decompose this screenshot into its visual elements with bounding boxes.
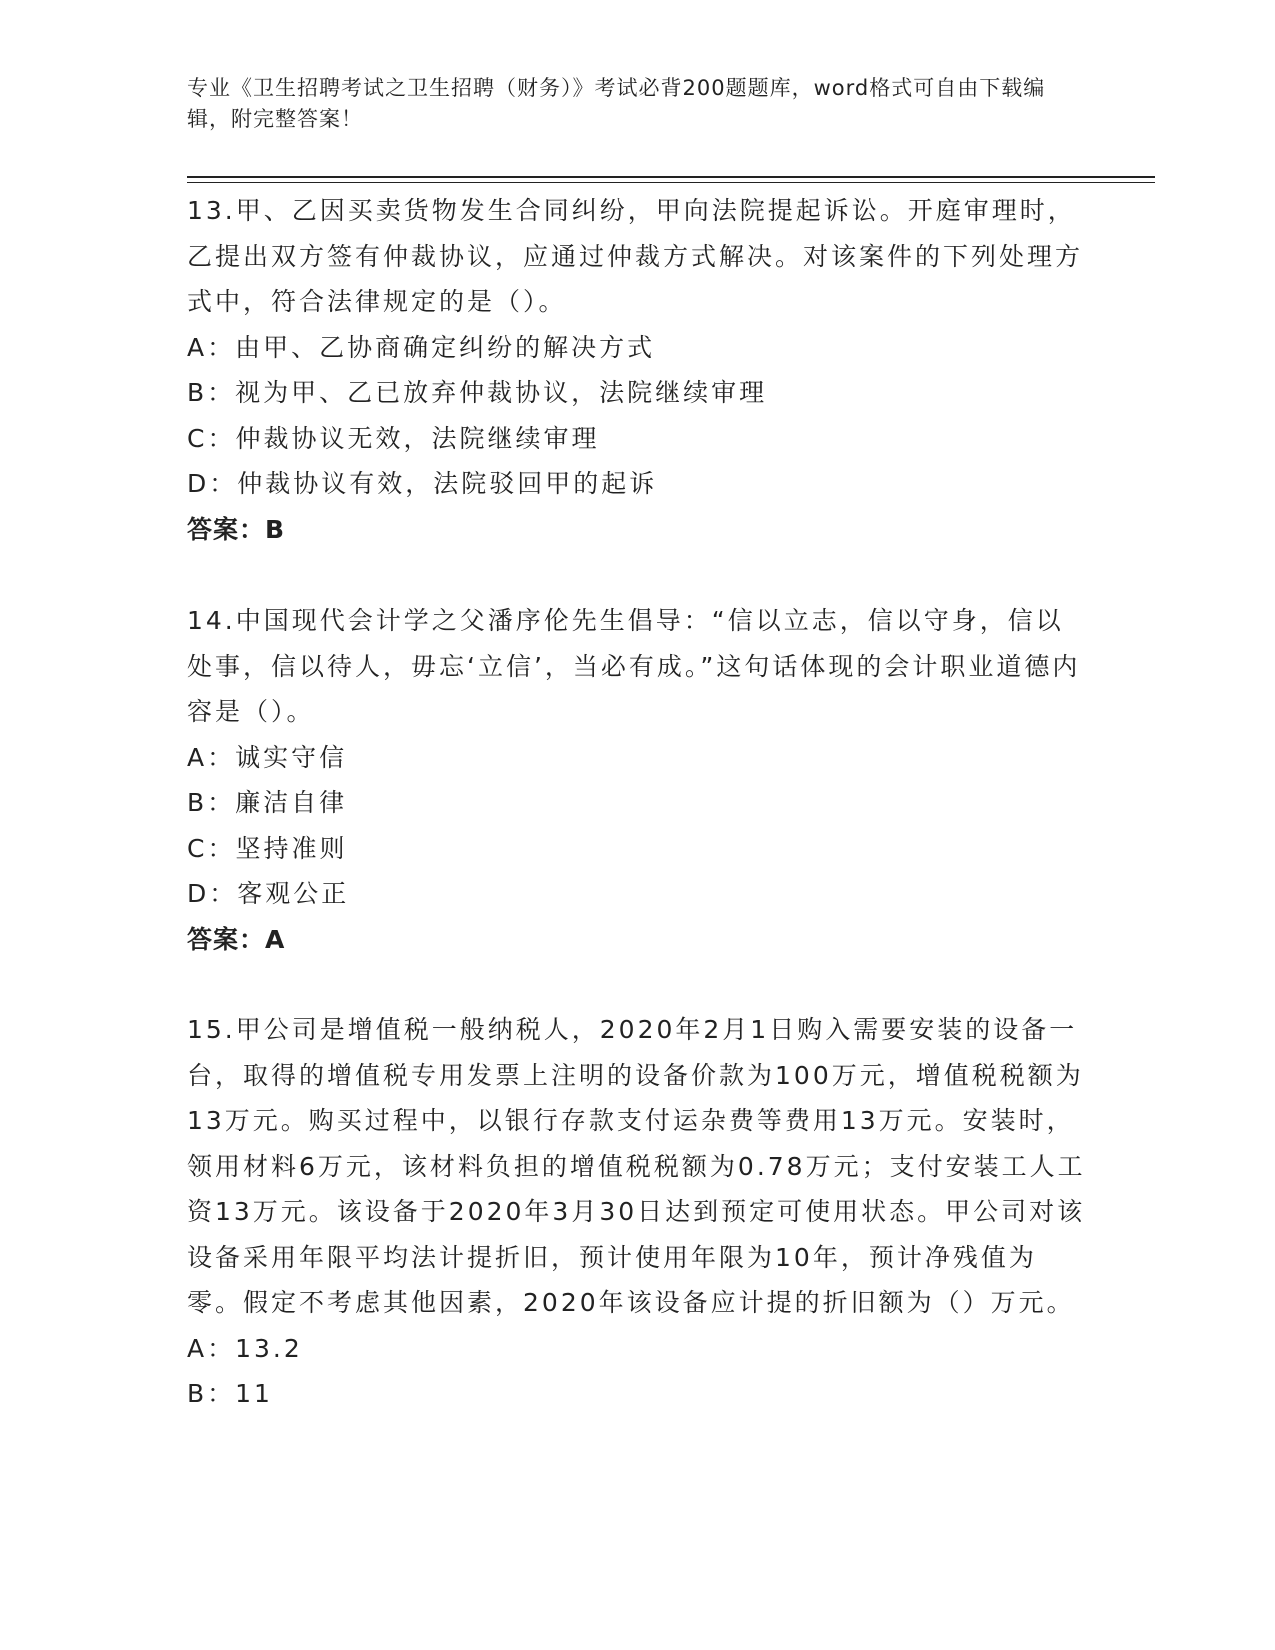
question-stem: 15.甲公司是增值税一般纳税人，2020年2月1日购入需要安装的设备一台，取得的增值税专用发票上注明的设备价款为100万元，增值税税额为13万元。购买过程中，以银行存款支付运杂费等费用13万元。安装时，领用材料6万元，该材料负担的增值税税额为0.78万元；支付安装工人工资13万元。该设备于2020年3月30日达到预定可使用状态。甲公司对该设备采用年限平均法计提折旧，预计使用年限为10年，预计净残值为零。假定不考虑其他因素，2020年该设备应计提的折旧额为（）万元。 [187,1015,1086,1317]
answer: 答案：B [187,514,286,544]
option-a: A：13.2 [187,1333,303,1363]
question-stem: 13.甲、乙因买卖货物发生合同纠纷，甲向法院提起诉讼。开庭审理时，乙提出双方签有仲裁协议，应通过仲裁方式解决。对该案件的下列处理方式中，符合法律规定的是（）。 [187,196,1084,316]
header-rule-thin [187,182,1155,183]
answer: 答案：A [187,924,286,954]
document-header: 专业《卫生招聘考试之卫生招聘（财务）》考试必背200题题库，word格式可自由下载编辑，附完整答案！ [187,76,1046,131]
header-rule-thick [187,176,1155,178]
option-b: B：11 [187,1379,273,1408]
question-13 [187,188,1087,552]
question-15 [187,1007,1087,1417]
option-a: A：由甲、乙协商确定纠纷的解决方式 [187,332,656,362]
option-b: B：视为甲、乙已放弃仲裁协议，法院继续审理 [187,378,768,407]
question-14 [187,598,1087,962]
option-c: C：坚持准则 [187,833,348,863]
option-c: C：仲裁协议无效，法院继续审理 [187,423,600,453]
option-d: D：仲裁协议有效，法院驳回甲的起诉 [187,469,658,498]
option-d: D：客观公正 [187,879,350,908]
option-a: A：诚实守信 [187,742,348,772]
option-b: B：廉洁自律 [187,788,348,817]
question-stem: 14.中国现代会计学之父潘序伦先生倡导：“信以立志，信以守身，信以处事，信以待人，毋忘‘立信’，当必有成。”这句话体现的会计职业道德内容是（）。 [187,606,1081,726]
